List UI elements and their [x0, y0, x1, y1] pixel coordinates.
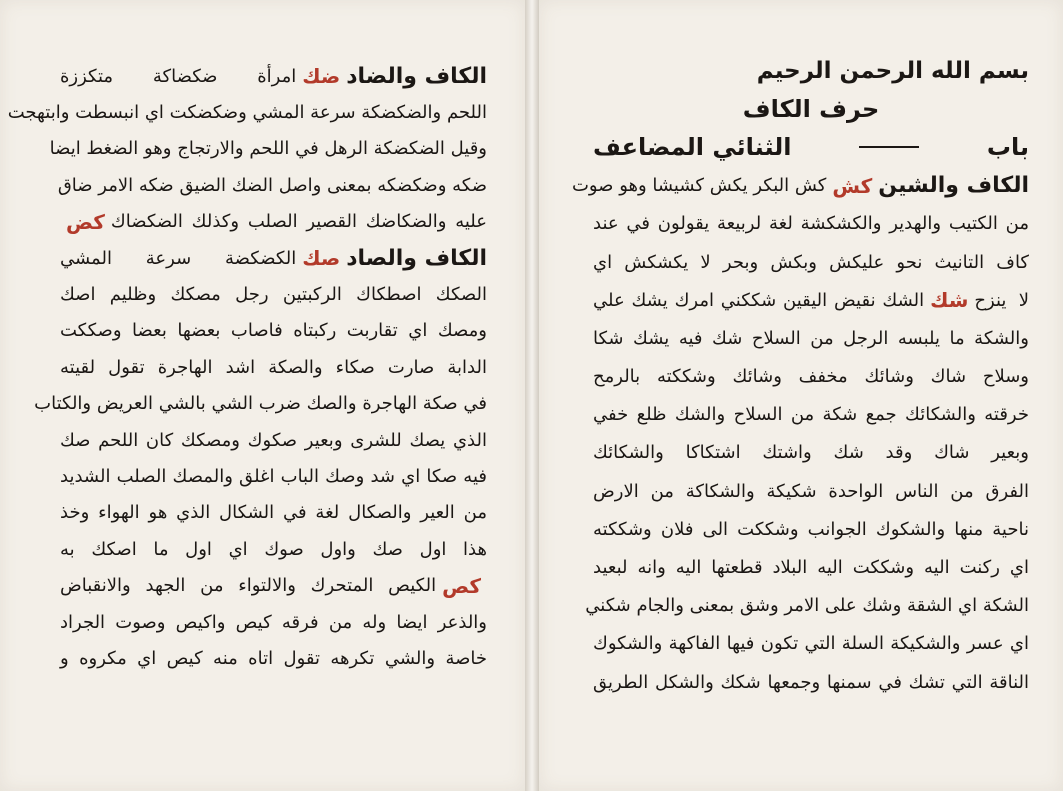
- text-line: [593, 243, 1029, 281]
- rubric-root-word: كش: [832, 173, 873, 198]
- rubric-root-word: شك: [930, 288, 969, 313]
- line-text: اي عسر والشكيكة السلة التي تكون فيها الفاكهة والشكوك: [593, 633, 1029, 655]
- rubric-root-word: كض: [66, 209, 105, 234]
- text-line: [60, 640, 487, 676]
- line-text: كاف التانيث نحو عليكش وبكش وبحر لا يكشكش اي: [593, 251, 1029, 273]
- line-text: والذعر ايضا وله من فرقه كيص واكيص وصوت الجراد: [60, 611, 487, 633]
- text-line: [60, 604, 487, 640]
- line-text: خرقته والشكائك جمع شكة من السلاح والشك ظلع خفي: [593, 404, 1029, 426]
- text-line: [60, 458, 487, 494]
- text-line: [593, 205, 1029, 243]
- line-text: الدابة صارت صكاء والصكة اشد الهاجرة تقول لقيته: [60, 356, 487, 378]
- text-line: [7, 94, 487, 130]
- line-text: لا ينزح: [974, 289, 1029, 311]
- section-heading-start: باب: [986, 133, 1029, 162]
- line-text: اللحم والضكضكة سرعة المشي وضكضكت اي انبسطت وابتهجت: [7, 102, 487, 124]
- line-text: الكضكضة سرعة المشي: [60, 247, 297, 269]
- basmala: بسم الله الرحمن الرحيم: [756, 58, 1029, 85]
- line-text: وسلاح شاك وشائك مخفف وشائك وشككته بالرمح: [593, 366, 1029, 388]
- entry-heading: الكاف والشين: [878, 173, 1029, 199]
- line-text: كش البكر يكش كشيشا وهو صوت: [571, 175, 827, 197]
- text-line: [49, 131, 487, 167]
- line-text: الكيص المتحرك والالتواء من الجهد والانقباض: [60, 575, 437, 597]
- text-line: [593, 472, 1029, 510]
- line-text: ضكه وضكضكه بمعنى واصل الضك الضيق ضكه الامر ضاق: [57, 174, 487, 196]
- text-line: [593, 358, 1029, 396]
- line-text: عليه والضكاضك القصير الصلب وكذلك الضكضاك: [110, 211, 487, 233]
- left-text-block: [7, 58, 487, 677]
- line-text: امرأة ضكضاكة متكززة: [60, 65, 297, 87]
- text-line: [60, 567, 487, 603]
- line-text: الصكك اصطكاك الركبتين رجل مصكك وظليم اصك: [60, 284, 487, 306]
- right-text-block: [571, 52, 1029, 701]
- text-line: [585, 587, 1029, 625]
- text-line: [57, 167, 487, 203]
- heading-rule: [859, 146, 919, 148]
- text-line: [60, 495, 487, 531]
- text-line: [571, 167, 1029, 205]
- text-line: [593, 434, 1029, 472]
- line-text: الشكة اي الشقة وشك على الامر وشق بمعنى والجام شكني: [585, 595, 1029, 617]
- line-text: فيه صكا اي شد وصك الباب اغلق والمصك الصلب الشديد: [60, 465, 487, 487]
- text-line: [593, 510, 1029, 548]
- text-line: [593, 396, 1029, 434]
- line-text: وبعير شاك وقد شك واشتك اشتكاكا والشكائك: [593, 442, 1029, 464]
- entry-heading: الكاف والضاد: [346, 63, 487, 89]
- text-line: [60, 313, 487, 349]
- text-line: [593, 281, 1029, 319]
- line-text: الذي يصك للشرى وبعير صكوك ومصكك كان اللحم صك: [60, 429, 487, 451]
- rubric-root-word: كص: [442, 573, 481, 598]
- text-line: [60, 531, 487, 567]
- text-line: [60, 58, 487, 94]
- text-line: [593, 548, 1029, 586]
- text-line: [593, 319, 1029, 357]
- rubric-root-word: صك: [302, 246, 341, 271]
- line-text: الشك نقيض اليقين شككني امرك يشك علي: [592, 289, 925, 311]
- right-page: [539, 0, 1063, 791]
- book-gutter: [525, 0, 539, 791]
- chapter-heading-line: [593, 90, 1029, 128]
- line-text: هذا اول صك واول صوك اي اول ما اصكك به: [60, 538, 487, 560]
- line-text: الناقة التي تشك في سمنها وجمعها شكك والشكل الطريق: [593, 671, 1029, 693]
- line-text: خاصة والشي تكرهه تقول اتاه منه كيص اي مكروه و: [60, 647, 487, 669]
- text-line: [34, 386, 487, 422]
- text-line: [60, 204, 487, 240]
- text-line: [60, 349, 487, 385]
- line-text: الفرق من الناس الواحدة شكيكة والشكاكة من الارض: [593, 480, 1029, 502]
- text-line: [60, 240, 487, 276]
- line-text: في صكة الهاجرة والصك ضرب الشي بالشي العريض والكتاب: [34, 393, 487, 415]
- section-heading-line: [593, 128, 1029, 166]
- section-heading-end: الثنائي المضاعف: [593, 133, 792, 162]
- line-text: وقيل الضكضكة الرهل في اللحم والارتجاج وهو الضغط ايضا: [49, 138, 487, 160]
- line-text: والشكة ما يلبسه الرجل من السلاح شك فيه يشك شكا: [593, 327, 1029, 349]
- entry-heading: الكاف والصاد: [346, 245, 487, 271]
- text-line: [593, 625, 1029, 663]
- line-text: ناحية منها والشكوك الجوانب وشككت الى فلان وشككته: [593, 518, 1029, 540]
- text-line: [60, 422, 487, 458]
- basmala-line: [593, 52, 1029, 90]
- chapter-heading: حرف الكاف: [742, 95, 880, 124]
- line-text: من الكتيب والهدير والكشكشة لغة لربيعة يقولون في عند: [593, 213, 1029, 235]
- text-line: [60, 276, 487, 312]
- left-page: [0, 0, 525, 791]
- line-text: من العير والصكال لغة في الشكال الذي هو الهواء وخذ: [60, 502, 487, 524]
- rubric-root-word: ضك: [302, 64, 341, 89]
- line-text: ومصك اي تقاربت ركبتاه فاصاب بعضها بعضا وصككت: [60, 320, 487, 342]
- line-text: اي ركنت اليه وشككت اليه البلاد قطعتها اليه وانه لبعيد: [593, 557, 1029, 579]
- text-line: [593, 663, 1029, 701]
